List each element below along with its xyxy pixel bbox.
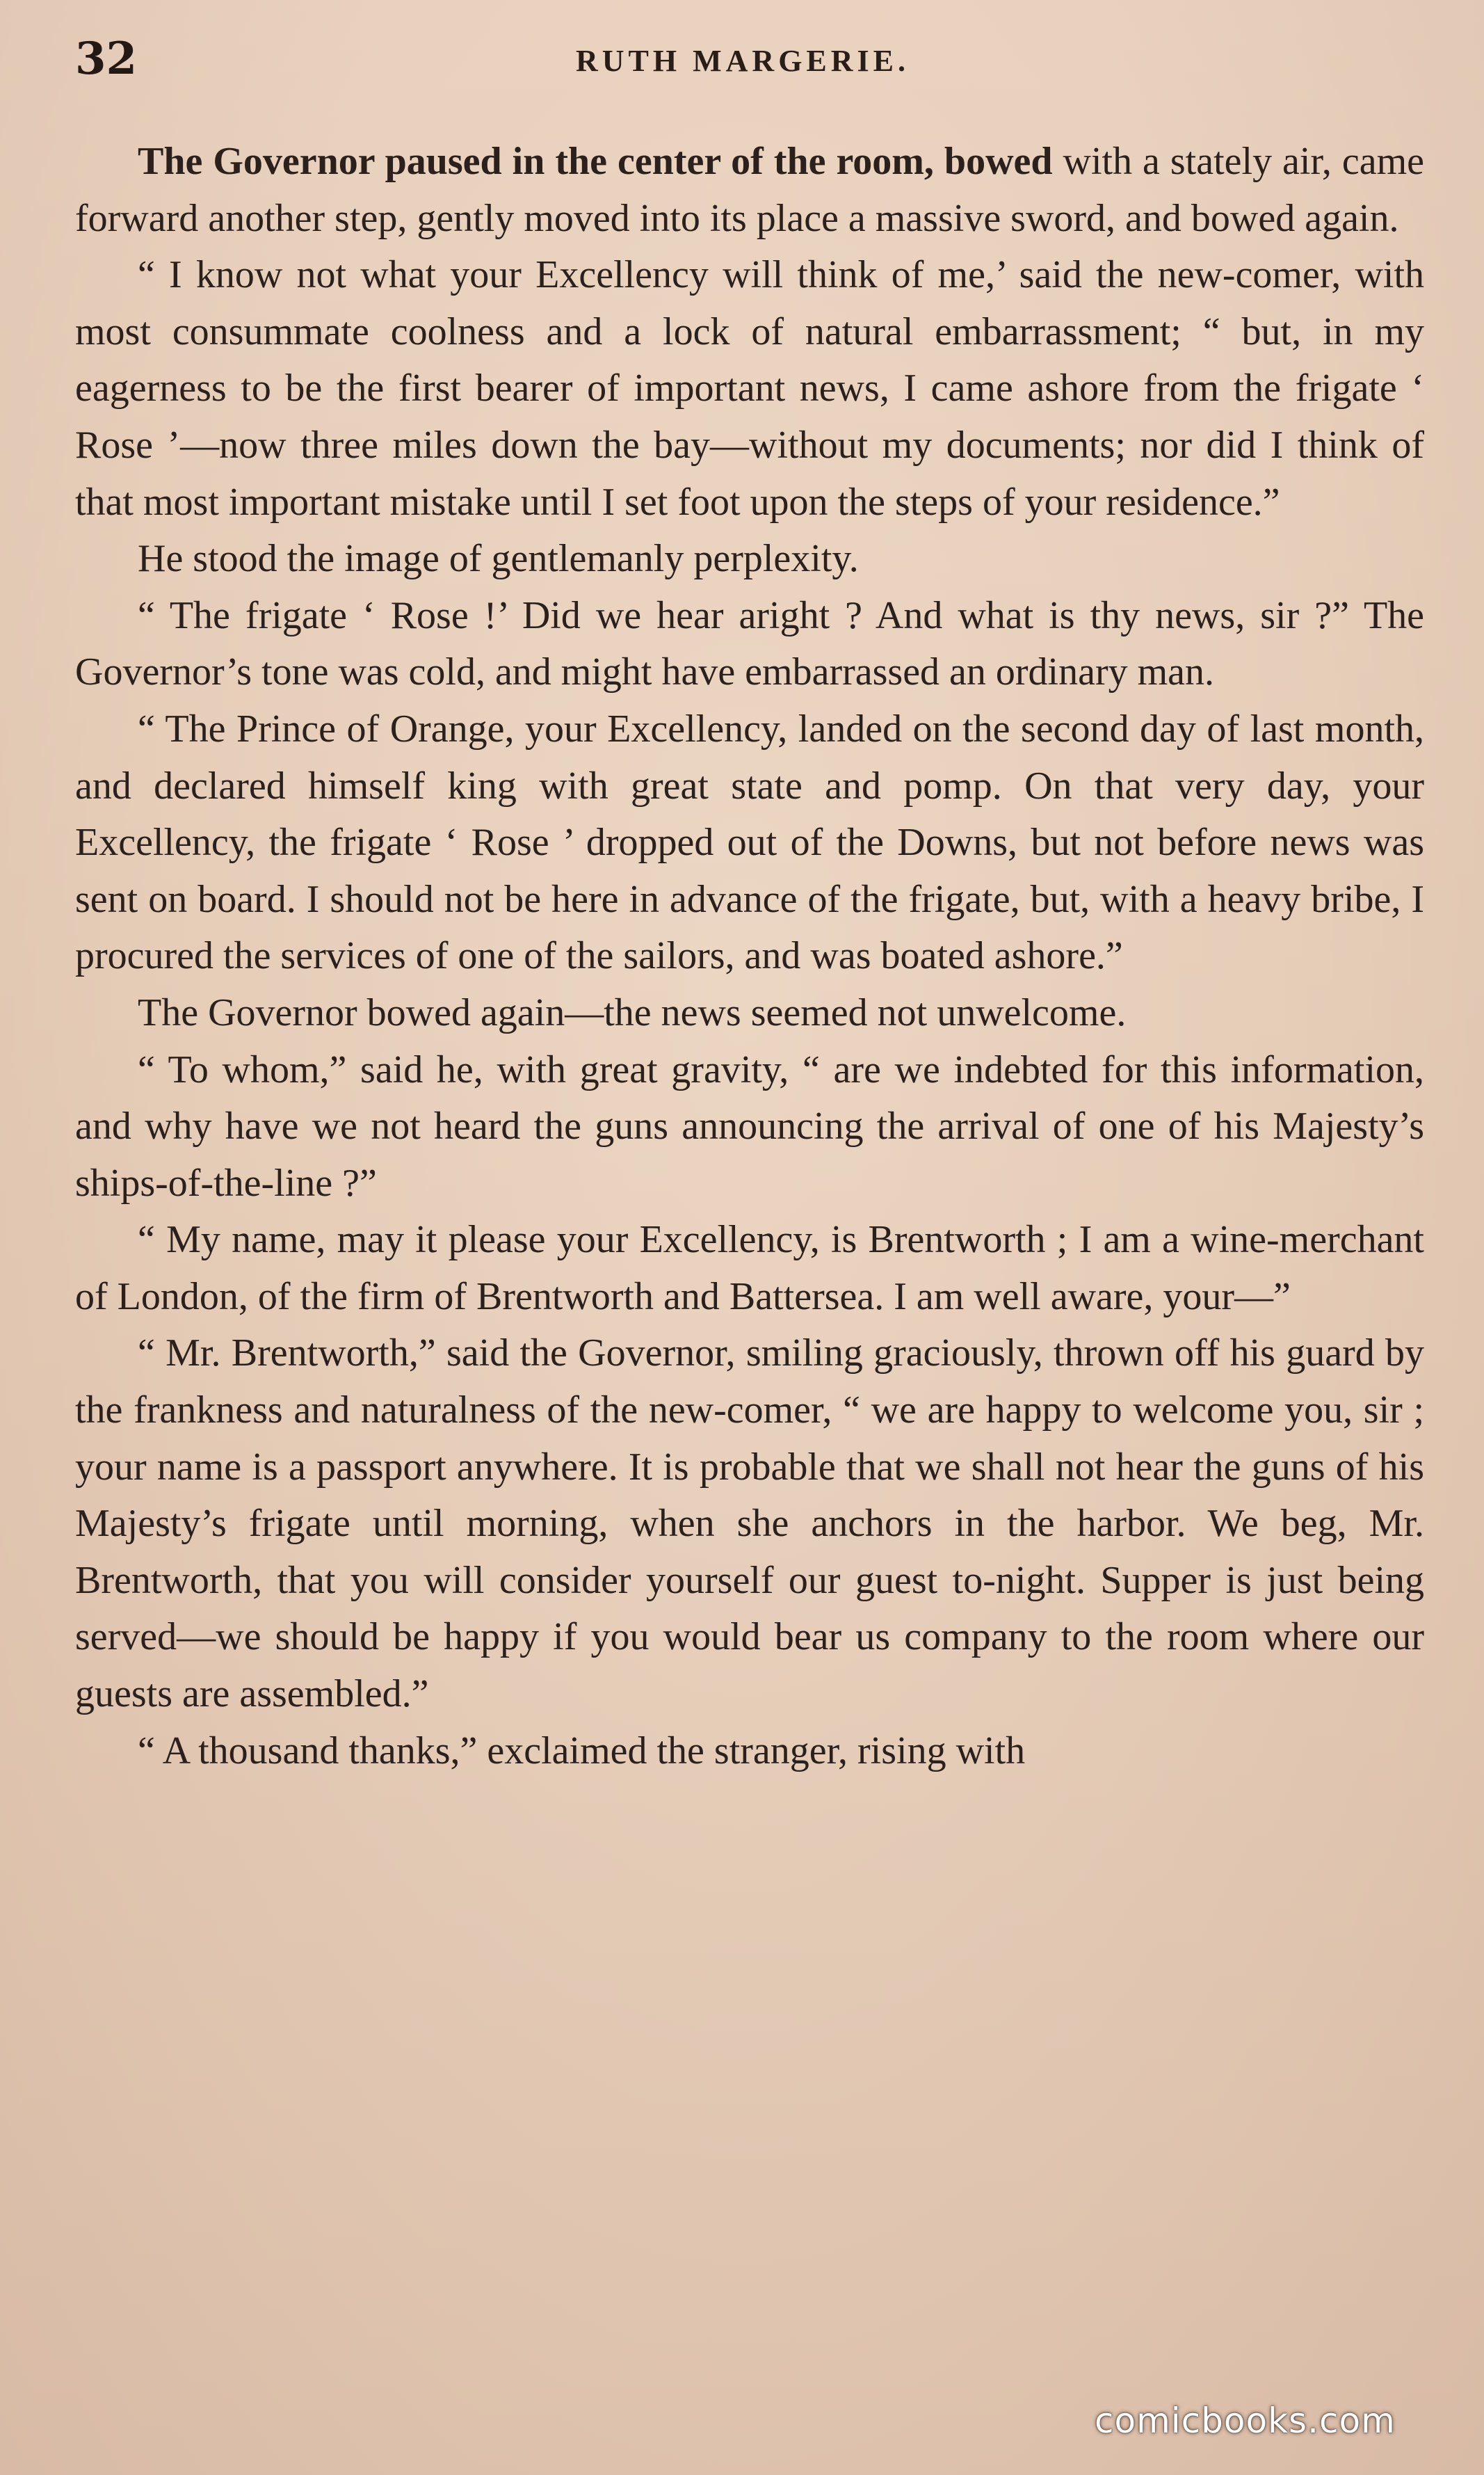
paragraph-text: “ A thousand thanks,” exclaimed the stranger, rising with [138,1729,1026,1772]
paragraph [75,531,1424,588]
paragraph [75,1042,1424,1212]
paragraph [75,701,1424,985]
paragraph [75,1723,1424,1780]
running-head [75,28,1424,90]
paragraph [75,1212,1424,1325]
paragraph-text: with a stately air, came forward another step, gently moved into its place a massive sword, and bowed again. [75,140,1424,240]
paragraph [75,247,1424,531]
watermark-link[interactable]: comicbooks.com [1095,2401,1396,2441]
paragraph-text: “ To whom,” said he, with great gravity, “ are we indebted for this information, and why have we not heard the guns announcing the arrival of one of his Majesty’s ships-of-the-line ?” [75,1048,1424,1205]
paragraph [75,588,1424,701]
paragraph-lead: The Governor paused in the center of the room, bowed [138,140,1053,183]
paragraph-text: “ The Prince of Orange, your Excellency, landed on the second day of last month, and declared himself king with great state and pomp. On that very day, your Excellency, the frigate ‘ Rose ’ dropped out of the Downs, but not before news was sent on board. I should not be here in advance of the frigate, but, with a heavy bribe, I procured the services of one of the sailors, and was boated ashore.” [75,707,1424,978]
paragraph-text: “ My name, may it please your Excellency, is Brentworth ; I am a wine-merchant of London, of the firm of Brentworth and Battersea. I am well aware, your—” [75,1218,1424,1318]
text-body [75,134,1424,2373]
paragraph-text: “ Mr. Brentworth,” said the Governor, smiling graciously, thrown off his guard by the frankness and naturalness of the new-comer, “ we are happy to welcome you, sir ; your name is a passport anywhere. It is probable that we shall not hear the guns of his Majesty’s frigate until morning, when she anchors in the harbor. We beg, Mr. Brentworth, that you will consider yourself our guest to-night. Supper is just being served—we should be happy if you would bear us company to the room where our guests are assembled.” [75,1331,1424,1716]
paragraph-text: “ The frigate ‘ Rose !’ Did we hear aright ? And what is thy news, sir ?” The Governor’s tone was cold, and might have embarrassed an ordinary man. [75,593,1424,694]
paragraph-text: The Governor bowed again—the news seemed not unwelcome. [138,991,1127,1034]
paragraph [75,985,1424,1042]
paragraph-text: “ I know not what your Excellency will think of me,’ said the new-comer, with most consummate coolness and a lock of natural embarrassment; “ but, in my eagerness to be the first bearer of important news, I came ashore from the frigate ‘ Rose ’—now three miles down the bay—without my documents; nor did I think of that most important mistake until I set foot upon the steps of your residence.” [75,253,1424,524]
paragraph [75,1325,1424,1722]
paragraph [75,134,1424,247]
running-title: RUTH MARGERIE. [576,44,910,78]
page-number: 32 [75,33,138,85]
paragraph-text: He stood the image of gentlemanly perplexity. [138,537,859,581]
